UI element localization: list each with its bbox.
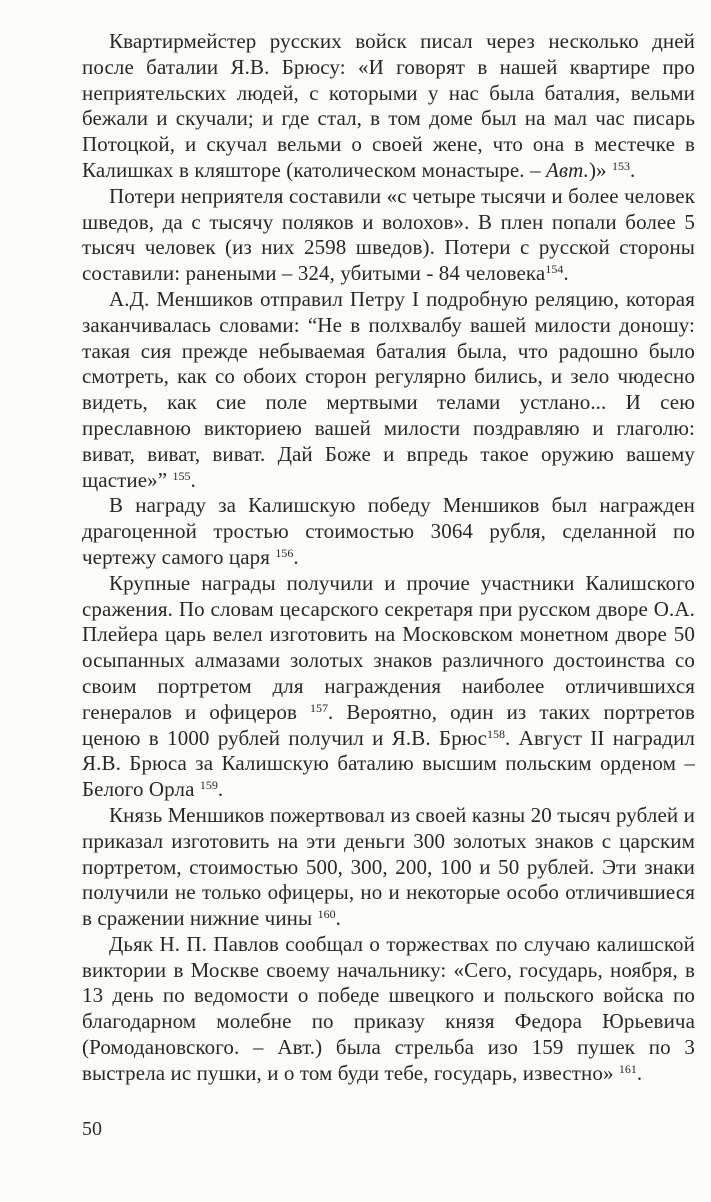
text-run: .: [190, 467, 196, 492]
page-number: 50: [82, 1118, 102, 1140]
paragraph: [82, 493, 695, 570]
footnote-marker: 157: [310, 700, 329, 715]
footnote-marker: 161: [618, 1061, 637, 1076]
footnote-marker: 153: [612, 158, 631, 173]
paragraph: [82, 803, 695, 932]
text-block: [82, 29, 695, 1087]
text-run: .: [563, 261, 569, 286]
text-run: Крупные награды получили и прочие участники Калишского сражения. По словам цесарского секретаря при русском дворе О.А. Плейера царь велел изготовить на Московском монетном дворе 50 осыпанных алмазами золотых знаков различного достоинства со своим портретом для награждения наиболее отличившихся генералов и офицеров: [82, 570, 695, 724]
paragraph: [82, 571, 695, 803]
footnote-marker: 159: [199, 778, 218, 793]
footnote-marker: 158: [487, 726, 506, 741]
text-run: Князь Меншиков пожертвовал из своей казны 20 тысяч рублей и приказал изготовить на эти деньги 300 золотых знаков с царским портретом, стоимостью 500, 300, 200, 100 и 50 рублей. Эти знаки получили не только офицеры, но и некоторые особо отличившиеся в сражении нижние чины: [82, 802, 695, 931]
text-run: .: [217, 777, 224, 802]
text-run: . Вероятно, один из таких портретов ценою в 1000 рублей получил и Я.В. Брюс: [82, 699, 695, 750]
text-run: В награду за Калишскую победу Меншиков был награжден драгоценной тростью стоимостью 3064 рубля, сделанной по чертежу самого царя: [82, 493, 695, 569]
paragraph: [82, 29, 695, 184]
text-run: .: [335, 906, 341, 931]
text-run: .: [293, 544, 299, 569]
footnote-marker: 155: [172, 468, 191, 483]
text-run: .: [636, 1060, 643, 1085]
text-run: Дьяк Н. П. Павлов сообщал о торжествах по случаю калишской виктории в Москве своему начальнику: «Сего, государь, ноября, в 13 день по ведомости о победе швецкого и польского войска по благодарном молебне по приказу князя Федора Юрьевича (Ромодановского. – Авт.) была стрельба изо 159 пушек по 3 выстрела ис пушки, и о том буди тебе, государь, известно»: [82, 931, 695, 1085]
text-run: Квартирмейстер русских войск писал через несколько дней после баталии Я.В. Брюсу: «И говорят в нашей квартире про неприятельских людей, с которыми у нас была баталия, вельми бежали и скучали; и где стал, в том доме был на мал час писарь Потоцкой, и скучал вельми о своей жене, что она в местечке в Калишках в кляшторе (католическом монастыре. –: [82, 29, 695, 182]
footnote-marker: 154: [545, 262, 564, 277]
text-run: .: [630, 157, 636, 182]
footnote-marker: 156: [275, 545, 294, 560]
text-run: А.Д. Меншиков отправил Петру I подробную реляцию, которая заканчивалась словами: “Не в полхвалбу вашей милости доношу: такая сия прежде небываемая баталия была, что радошно было смотреть, как со обоих сторон регулярно бились, и зело чюдесно видеть, как сие поле мертвыми телами устлано... И сею преславною викториею вашей милости поздравляю и глаголю: виват, виват, виват. Дай Боже и впредь такое оружию вашему щастие»”: [82, 286, 695, 492]
text-run: . Август II наградил Я.В. Брюса за Калишскую баталию высшим польским орденом – Белого Орла: [82, 725, 695, 802]
paragraph: [82, 932, 695, 1087]
text-run: Потери неприятеля составили «с четыре тысячи и более человек шведов, да с тысячу поляков и волохов». В плен попали более 5 тысяч человек (из них 2598 шведов). Потери с русской стороны составили: ранеными – 324, убитыми - 84 человека: [82, 183, 695, 286]
italic-text-run: Авт.: [545, 157, 589, 182]
paragraph: [82, 184, 695, 287]
text-run: )»: [588, 157, 613, 182]
paragraph: [82, 287, 695, 493]
footnote-marker: 160: [317, 907, 336, 922]
